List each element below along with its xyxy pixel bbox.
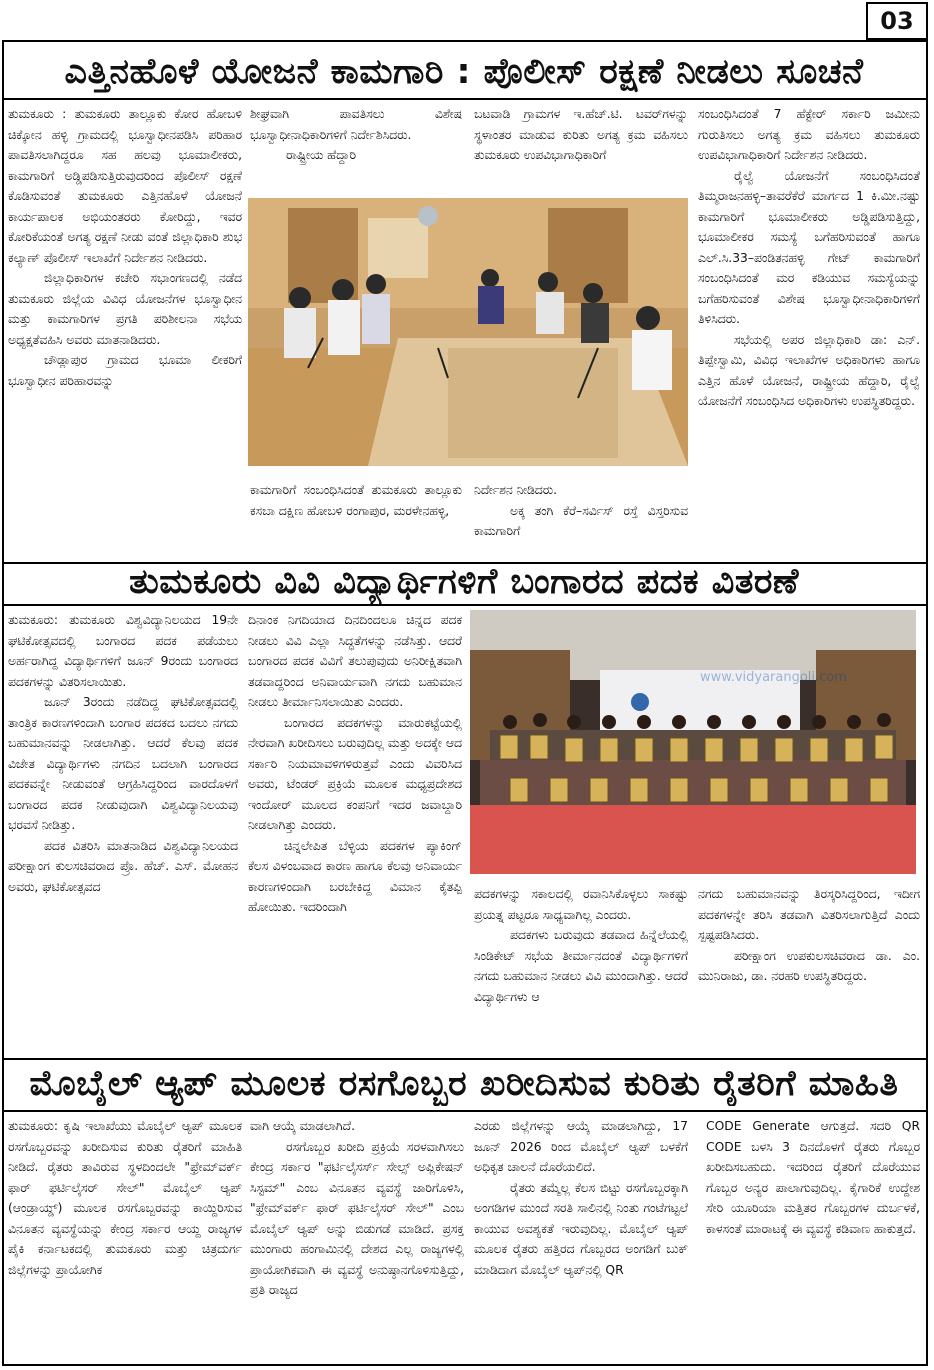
article1-col2-bottom	[250, 480, 462, 560]
paragraph: ರಸಗೊಬ್ಬರ ಖರೀದಿ ಪ್ರಕ್ರಿಯೆ ಸರಳವಾಗಿಸಲು ಕೇಂದ್ರ ಸರ್ಕಾರ "ಫರ್ಟಿಲೈಸರ್ಸ್ ಸೇಲ್ಸ್ ಅಪ್ಲಿಕೇಷನ್ ಸಿಸ್ಟಮ್" ಎಂಬ ವಿನೂತನ ವ್ಯವಸ್ಥೆ ಜಾರಿಗೊಳಿಸಿ, "ಫ್ರೇಮ್‌ವರ್ಕ್ ಫಾರ್ ಫರ್ಟಿಲೈಸರ್ ಸೇಲ್" ಎಂಬ ಮೊಬೈಲ್ ಆ್ಯಪ್ ಅನ್ನು ಬಿಡುಗಡೆ ಮಾಡಿದೆ. ಪ್ರಸಕ್ತ ಮುಂಗಾರು ಹಂಗಾಮಿನಲ್ಲಿ ದೇಶದ ಎಲ್ಲ ರಾಜ್ಯಗಳಲ್ಲಿ ಪ್ರಾಯೋಗಿಕವಾಗಿ ಈ ವ್ಯವಸ್ಥೆ ಅನುಷ್ಠಾನಗೊಳಿಸುತ್ತಿದ್ದು, ಪ್ರತಿ ರಾಜ್ಯದ	[250, 1139, 464, 1297]
paragraph: ಪರೀಕ್ಷಾಂಗ ಉಪಕುಲಸಚಿವರಾದ ಡಾ. ಎಂ. ಮುನಿರಾಜು, ಡಾ. ನರಹರಿ ಉಪಸ್ಥಿತರಿದ್ದರು.	[698, 948, 920, 983]
paragraph: ಎರಡು ಜಿಲ್ಲೆಗಳನ್ನು ಆಯ್ಕೆ ಮಾಡಲಾಗಿದ್ದು, 17 ಜೂನ್ 2026 ರಿಂದ ಮೊಬೈಲ್ ಆ್ಯಪ್ ಬಳಕೆಗೆ ಅಧಿಕೃತ ಚಾಲನೆ ದೊರೆಯಲಿದೆ.	[474, 1119, 688, 1174]
paragraph: ನಗದು ಬಹುಮಾನವನ್ನು ತಿರಸ್ಕರಿಸಿದ್ದರಿಂದ, ಇದೀಗ ಪದಕಗಳನ್ನೇ ತರಿಸಿ ತಡವಾಗಿ ವಿತರಿಸಲಾಗುತ್ತಿದೆ ಎಂದು ಸ್ಪಷ್ಟಪಡಿಸಿದರು.	[698, 887, 920, 942]
paragraph: ಬಂಗಾರದ ಪದಕಗಳನ್ನು ಮಾರುಕಟ್ಟೆಯಲ್ಲಿ ನೇರವಾಗಿ ಖರೀದಿಸಲು ಬರುವುದಿಲ್ಲ ಮತ್ತು ಅದಕ್ಕೇ ಆದ ಸರ್ಕಾರಿ ನಿಯಮಾವಳಿಗಳಿರುತ್ತವೆ ಎಂದು ವಿವರಿಸಿದ ಅವರು, ಟೆಂಡರ್ ಪ್ರಕ್ರಿಯೆ ಮೂಲಕ ಮಧ್ಯಪ್ರದೇಶದ ಇಂದೋರ್ ಮೂಲದ ಕಂಪನಿಗೆ ಇದರ ಜವಾಬ್ದಾರಿ ನೀಡಲಾಗಿತ್ತು ಎಂದರು.	[248, 715, 462, 832]
divider	[2, 604, 928, 606]
article1-col4	[698, 104, 920, 560]
article3-headline: ಮೊಬೈಲ್ ಆ್ಯಪ್ ಮೂಲಕ ರಸಗೊಬ್ಬರ ಖರೀದಿಸುವ ಕುರಿತು ರೈತರಿಗೆ ಮಾಹಿತಿ	[29, 1064, 899, 1104]
article2-col3	[474, 884, 688, 1050]
article3-col4	[706, 1116, 920, 1360]
article1-col2-3-top	[250, 104, 688, 190]
paragraph: ಸಂಬಂಧಿಸಿದಂತೆ 7 ಹೆಕ್ಟೇರ್ ಸರ್ಕಾರಿ ಜಮೀನು ಗುರುತಿಸಲು ಅಗತ್ಯ ಕ್ರಮ ವಹಿಸಲು ತುಮಕೂರು ಉಪವಿಭಾಗಾಧಿಕಾರಿಗೆ ನಿರ್ದೇಶನ ನೀಡಿದರು.	[698, 107, 920, 162]
meeting-photo-image	[248, 198, 688, 466]
paragraph: ರಾಷ್ಟ್ರೀಯ ಹೆದ್ದಾರಿ	[286, 148, 356, 162]
paragraph: ಅಕ್ಕ ತಂಗಿ ಕೆರೆ–ಸರ್ವಿಸ್ ರಸ್ತೆ ವಿಸ್ತರಿಸುವ ಕಾಮಗಾರಿಗೆ	[474, 503, 688, 538]
paragraph: ತುಮಕೂರು : ತುಮಕೂರು ತಾಲ್ಲೂಕು ಕೋರ ಹೋಬಳಿ ಚಿಕ್ಕೋನ ಹಳ್ಳಿ ಗ್ರಾಮದಲ್ಲಿ ಭೂಸ್ವಾಧೀನಪಡಿಸಿ ಪರಿಹಾರ ಪಾವತಿಸಲಾಗಿದ್ದರೂ ಸಹ ಹಲವು ಭೂಮಾಲೀಕರು, ಕಾಮಗಾರಿಗೆ ಅಡ್ಡಿಪಡಿಸುತ್ತಿರುವುದರಿಂದ ಪೊಲೀಸ್ ರಕ್ಷಣೆ ಕೊಡಿಸುವಂತೆ ತುಮಕೂರು ಎತ್ತಿನಹೊಳೆ ಯೋಜನೆ ಕಾರ್ಯಪಾಲಕ ಅಭಿಯಂತರರು ಕೋರಿದ್ದು, ಇವರ ಕೋರಿಕೆಯಂತೆ ಅಗತ್ಯ ರಕ್ಷಣೆ ನೀಡು ವಂತೆ ಜಿಲ್ಲಾಧಿಕಾರಿ ಶುಭ ಕಲ್ಯಾಣ್ ಪೊಲೀಸ್ ಇಲಾಖೆಗೆ ನಿರ್ದೇಶನ ನೀಡಿದರು.	[8, 107, 242, 265]
article2-col4	[698, 884, 920, 1050]
paragraph: ಶೀಘ್ರವಾಗಿ ಪಾವತಿಸಲು ವಿಶೇಷ ಭೂಸ್ವಾಧೀನಾಧಿಕಾರಿಗಳಿಗೆ ನಿರ್ದೇಶಿಸಿದರು.	[250, 107, 462, 142]
paragraph: ರೈತರು ತಮ್ಮೆಲ್ಲ ಕೆಲಸ ಬಿಟ್ಟು ರಸಗೊಬ್ಬರಕ್ಕಾಗಿ ಅಂಗಡಿಗಳ ಮುಂದೆ ಸರತಿ ಸಾಲಿನಲ್ಲಿ ನಿಂತು ಗಂಟೆಗಟ್ಟಲೆ ಕಾಯುವ ಅವಶ್ಯಕತೆ ಇರುವುದಿಲ್ಲ. ಮೊಬೈಲ್ ಆ್ಯಪ್ ಮೂಲಕ ರೈತರು ಹತ್ತಿರದ ಗೊಬ್ಬರದ ಅಂಗಡಿಗೆ ಬುಕ್ ಮಾಡಿದಾಗ ಮೊಬೈಲ್ ಆ್ಯಪ್‌ನಲ್ಲಿ QR	[474, 1180, 688, 1277]
medal-ceremony-image	[470, 610, 916, 874]
paragraph: ಚೌಡ್ಲಾಪುರ ಗ್ರಾಮದ ಭೂಮಾ ಲೀಕರಿಗೆ ಭೂಸ್ವಾಧೀನ ಪರಿಹಾರವನ್ನು	[8, 353, 242, 388]
paragraph: ರೈಲ್ವೆ ಯೋಜನೆಗೆ ಸಂಬಂಧಿಸಿದಂತೆ ತಿಮ್ಮರಾಜನಹಳ್ಳಿ–ತಾವರೆಕೆರೆ ಮಾರ್ಗದ 1 ಕಿ.ಮೀ.ನಷ್ಟು ಕಾಮಗಾರಿಗೆ ಭೂಮಾಲೀಕರು ಅಡ್ಡಿಪಡಿಸುತ್ತಿದ್ದು, ಭೂಮಾಲೀಕರ ಸಮಸ್ಯೆ ಬಗೆಹರಿಸುವಂತೆ ಹಾಗೂ ಎಲ್.ಸಿ.33–ಪಂಡಿತನಹಳ್ಳಿ ಗೇಟ್ ಕಾಮಗಾರಿಗೆ ಸಂಬಂಧಿಸಿದಂತೆ ಮರ ಕಡಿಯುವ ಸಮಸ್ಯೆಯನ್ನು ಬಗೆಹರಿಸುವಂತೆ ವಿಶೇಷ ಭೂಸ್ವಾಧೀನಾಧಿಕಾರಿಗಳಿಗೆ ತಿಳಿಸಿದರು.	[698, 168, 920, 326]
paragraph: ಪದಕ ವಿತರಿಸಿ ಮಾತನಾಡಿದ ವಿಶ್ವವಿದ್ಯಾನಿಲಯದ ಪರೀಕ್ಷಾಂಗ ಕುಲಸಚಿವರಾದ ಪ್ರೊ. ಹೆಚ್. ಎಸ್. ಮೋಹನ ಅವರು, ಘಟಿಕೋತ್ಸವದ	[8, 838, 238, 894]
article3-col3	[474, 1116, 688, 1360]
paragraph: ದಿನಾಂಕ ನಿಗದಿಯಾದ ದಿನದಿಂದಲೂ ಚಿನ್ನದ ಪದಕ ನೀಡಲು ವಿವಿ ಎಲ್ಲಾ ಸಿದ್ಧತೆಗಳನ್ನು ನಡೆಸಿತ್ತು. ಆದರೆ ಬಂಗಾರದ ಪದಕ ವಿವಿಗೆ ತಲುಪುವುದು ಅನಿರೀಕ್ಷಿತವಾಗಿ ತಡವಾದ್ದರಿಂದ ಅನಿವಾರ್ಯವಾಗಿ ನಗದು ಬಹುಮಾನ ನೀಡಲು ತೀರ್ಮಾನಿಸಲಾಯಿತು ಎಂದರು.	[248, 613, 462, 709]
article1-col3-bottom	[474, 480, 688, 560]
article3-col2	[250, 1116, 464, 1360]
article1-col1	[8, 104, 242, 560]
paragraph: ತುಮಕೂರು: ಕೃಷಿ ಇಲಾಖೆಯು ಮೊಬೈಲ್ ಆ್ಯಪ್ ಮೂಲಕ ರಸಗೊಬ್ಬರವನ್ನು ಖರೀದಿಸುವ ಕುರಿತು ರೈತರಿಗೆ ಮಾಹಿತಿ ನೀಡಿದೆ. ರೈತರು ತಾವಿರುವ ಸ್ಥಳದಿಂದಲೇ "ಫ್ರೇಮ್‌ವರ್ಕ್ ಫಾರ್ ಫರ್ಟಿಲೈಸರ್ ಸೇಲ್" ಮೊಬೈಲ್ ಆ್ಯಪ್ (ಆಂಡ್ರಾಯ್ಡ್) ಮೂಲಕ ರಸಗೊಬ್ಬರವನ್ನು ಕಾಯ್ದಿರಿಸುವ ವಿನೂತನ ವ್ಯವಸ್ಥೆಯನ್ನು ಕೇಂದ್ರ ಸರ್ಕಾರ ಆಯ್ದ ರಾಜ್ಯಗಳ ಪೈಕಿ ಕರ್ನಾಟಕದಲ್ಲಿ ತುಮಕೂರು ಮತ್ತು ಚಿತ್ರದುರ್ಗ ಜಿಲ್ಲೆಗಳನ್ನು ಪ್ರಾಯೋಗಿಕ	[8, 1119, 242, 1277]
meeting-photo	[248, 198, 688, 466]
watermark: www.vidyarangoli.com	[700, 670, 847, 685]
paragraph: ಕಾಮಗಾರಿಗೆ ಸಂಬಂಧಿಸಿದಂತೆ ತುಮಕೂರು ತಾಲ್ಲೂಕು ಕಸಬಾ ದಕ್ಷಿಣ ಹೋಬಳಿ ರಂಗಾಪುರ, ಮರಳೇನಹಳ್ಳಿ,	[250, 483, 462, 518]
paragraph: ಪದಕಗಳು ಬರುವುದು ತಡವಾದ ಹಿನ್ನೆಲೆಯಲ್ಲಿ ಸಿಂಡಿಕೇಟ್ ಸಭೆಯ ತೀರ್ಮಾನದಂತೆ ವಿದ್ಯಾರ್ಥಿಗಳಿಗೆ ನಗದು ಬಹುಮಾನ ನೀಡಲು ವಿವಿ ಮುಂದಾಗಿತ್ತು. ಆದರೆ ವಿದ್ಯಾರ್ಥಿಗಳು ಆ	[474, 928, 688, 1004]
paragraph: ಬಟವಾಡಿ ಗ್ರಾಮಗಳ ಇ.ಹೆಚ್.ಟಿ. ಟವರ್‌ಗಳನ್ನು ಸ್ಥಳಾಂತರ ಮಾಡುವ ಕುರಿತು ಅಗತ್ಯ ಕ್ರಮ ವಹಿಸಲು ತುಮಕೂರು ಉಪವಿಭಾಗಾಧಿಕಾರಿಗೆ	[474, 107, 688, 162]
paragraph: ವಾಗಿ ಆಯ್ಕೆ ಮಾಡಲಾಗಿದೆ.	[250, 1119, 355, 1133]
article3-col1	[8, 1116, 242, 1360]
page-number: 03	[866, 2, 928, 40]
paragraph: ತುಮಕೂರು: ತುಮಕೂರು ವಿಶ್ವವಿದ್ಯಾನಿಲಯದ 19ನೇ ಘಟಿಕೋತ್ಸವದಲ್ಲಿ ಬಂಗಾರದ ಪದಕ ಪಡೆಯಲು ಅರ್ಹರಾಗಿದ್ದ ವಿದ್ಯಾರ್ಥಿಗಳಿಗೆ ಜೂನ್ 9ರಂದು ಬಂಗಾರದ ಪದಕಗಳನ್ನು ವಿತರಿಸಲಾಯಿತು.	[8, 613, 238, 689]
paragraph: ಸಭೆಯಲ್ಲಿ ಅಪರ ಜಿಲ್ಲಾಧಿಕಾರಿ ಡಾ: ಎನ್. ತಿಪ್ಪೇಸ್ವಾಮಿ, ವಿವಿಧ ಇಲಾಖೆಗಳ ಅಧಿಕಾರಿಗಳು ಹಾಗೂ ಎತ್ತಿನ ಹೊಳೆ ಯೋಜನೆ, ರಾಷ್ಟ್ರೀಯ ಹೆದ್ದಾರಿ, ರೈಲ್ವೆ ಯೋಜನೆಗೆ ಸಂಬಂಧಿಸಿದ ಅಧಿಕಾರಿಗಳು ಉಪಸ್ಥಿತರಿದ್ದರು.	[698, 332, 920, 408]
paragraph: ಜಿಲ್ಲಾಧಿಕಾರಿಗಳ ಕಚೇರಿ ಸಭಾಂಗಣದಲ್ಲಿ ನಡೆದ ತುಮಕೂರು ಜಿಲ್ಲೆಯ ವಿವಿಧ ಯೋಜನೆಗಳ ಭೂಸ್ವಾಧೀನ ಮತ್ತು ಕಾಮಗಾರಿಗಳ ಪ್ರಗತಿ ಪರಿಶೀಲನಾ ಸಭೆಯ ಅಧ್ಯಕ್ಷತೆವಹಿಸಿ ಅವರು ಮಾತನಾಡಿದರು.	[8, 271, 242, 347]
article2-col2	[248, 610, 462, 1050]
paragraph: ನಿರ್ದೇಶನ ನೀಡಿದರು.	[474, 483, 558, 497]
divider	[2, 1058, 928, 1060]
article2-headline: ತುಮಕೂರು ವಿವಿ ವಿದ್ಯಾರ್ಥಿಗಳಿಗೆ ಬಂಗಾರದ ಪದಕ ವಿತರಣೆ	[129, 562, 799, 602]
paragraph: ಪದಕಗಳನ್ನು ಸಕಾಲದಲ್ಲಿ ರವಾನಿಸಿಕೊಳ್ಳಲು ಸಾಕಷ್ಟು ಪ್ರಯತ್ನ ಪಟ್ಟರೂ ಸಾಧ್ಯವಾಗಿಲ್ಲ ಎಂದರು.	[474, 887, 688, 922]
divider	[2, 1110, 928, 1112]
paragraph: ಚಿನ್ನಲೇಪಿತ ಬೆಳ್ಳಿಯ ಪದಕಗಳ ಪ್ಯಾಕಿಂಗ್ ಕೆಲಸ ವಿಳಂಬವಾದ ಕಾರಣ ಹಾಗೂ ಕೆಲವು ಅನಿವಾರ್ಯ ಕಾರಣಗಳಿಂದಾಗಿ ಬರಬೇಕಿದ್ದ ವಿಮಾನ ಕೈತಪ್ಪಿ ಹೋಯಿತು. ಇದರಿಂದಾಗಿ	[248, 838, 462, 914]
paragraph: CODE Generate ಆಗುತ್ತದೆ. ಸದರಿ QR CODE ಬಳಸಿ 3 ದಿನದೊಳಗೆ ರೈತರು ಗೊಬ್ಬರ ಖರೀದಿಸಬಹುದು. ಇದರಿಂದ ರೈತರಿಗೆ ದೊರೆಯುವ ಗೊಬ್ಬರ ಅನ್ಯರ ಪಾಲಾಗುವುದಿಲ್ಲ. ಕೈಗಾರಿಕೆ ಉದ್ದೇಶ ಸೇರಿ ಯೂರಿಯಾ ಮತ್ತಿತರ ಗೊಬ್ಬರಗಳ ದುರ್ಬಳಕೆ, ಕಾಳಸಂತೆ ಮಾರಾಟಕ್ಕೆ ಈ ವ್ಯವಸ್ಥೆ ಕಡಿವಾಣ ಹಾಕುತ್ತದೆ.	[706, 1119, 920, 1236]
medal-ceremony-photo	[470, 610, 916, 874]
paragraph: ಜೂನ್ 3ರಂದು ನಡೆದಿದ್ದ ಘಟಿಕೋತ್ಸವದಲ್ಲಿ ತಾಂತ್ರಿಕ ಕಾರಣಗಳಿಂದಾಗಿ ಬಂಗಾರ ಪದಕದ ಬದಲು ನಗದು ಬಹುಮಾನವನ್ನು ನೀಡಲಾಗಿತ್ತು. ಆದರೆ ಕೆಲವು ಪದಕ ವಿಜೇತ ವಿದ್ಯಾರ್ಥಿಗಳು ನಗದಿನ ಬದಲಾಗಿ ಬಂಗಾರದ ಪದಕವನ್ನೇ ನೀಡುವಂತೆ ಆಗ್ರಹಿಸಿದ್ದರಿಂದ ವಾರದೊಳಗೆ ಬಂಗಾರದ ಪದಕ ನೀಡುವುದಾಗಿ ವಿಶ್ವವಿದ್ಯಾನಿಲಯವು ಭರವಸೆ ನೀಡಿತ್ತು.	[8, 695, 238, 832]
divider	[2, 98, 928, 100]
article2-col1	[8, 610, 238, 1050]
article1-headline: ಎತ್ತಿನಹೊಳೆ ಯೋಜನೆ ಕಾಮಗಾರಿ : ಪೊಲೀಸ್ ರಕ್ಷಣೆ ನೀಡಲು ಸೂಚನೆ	[64, 52, 864, 92]
